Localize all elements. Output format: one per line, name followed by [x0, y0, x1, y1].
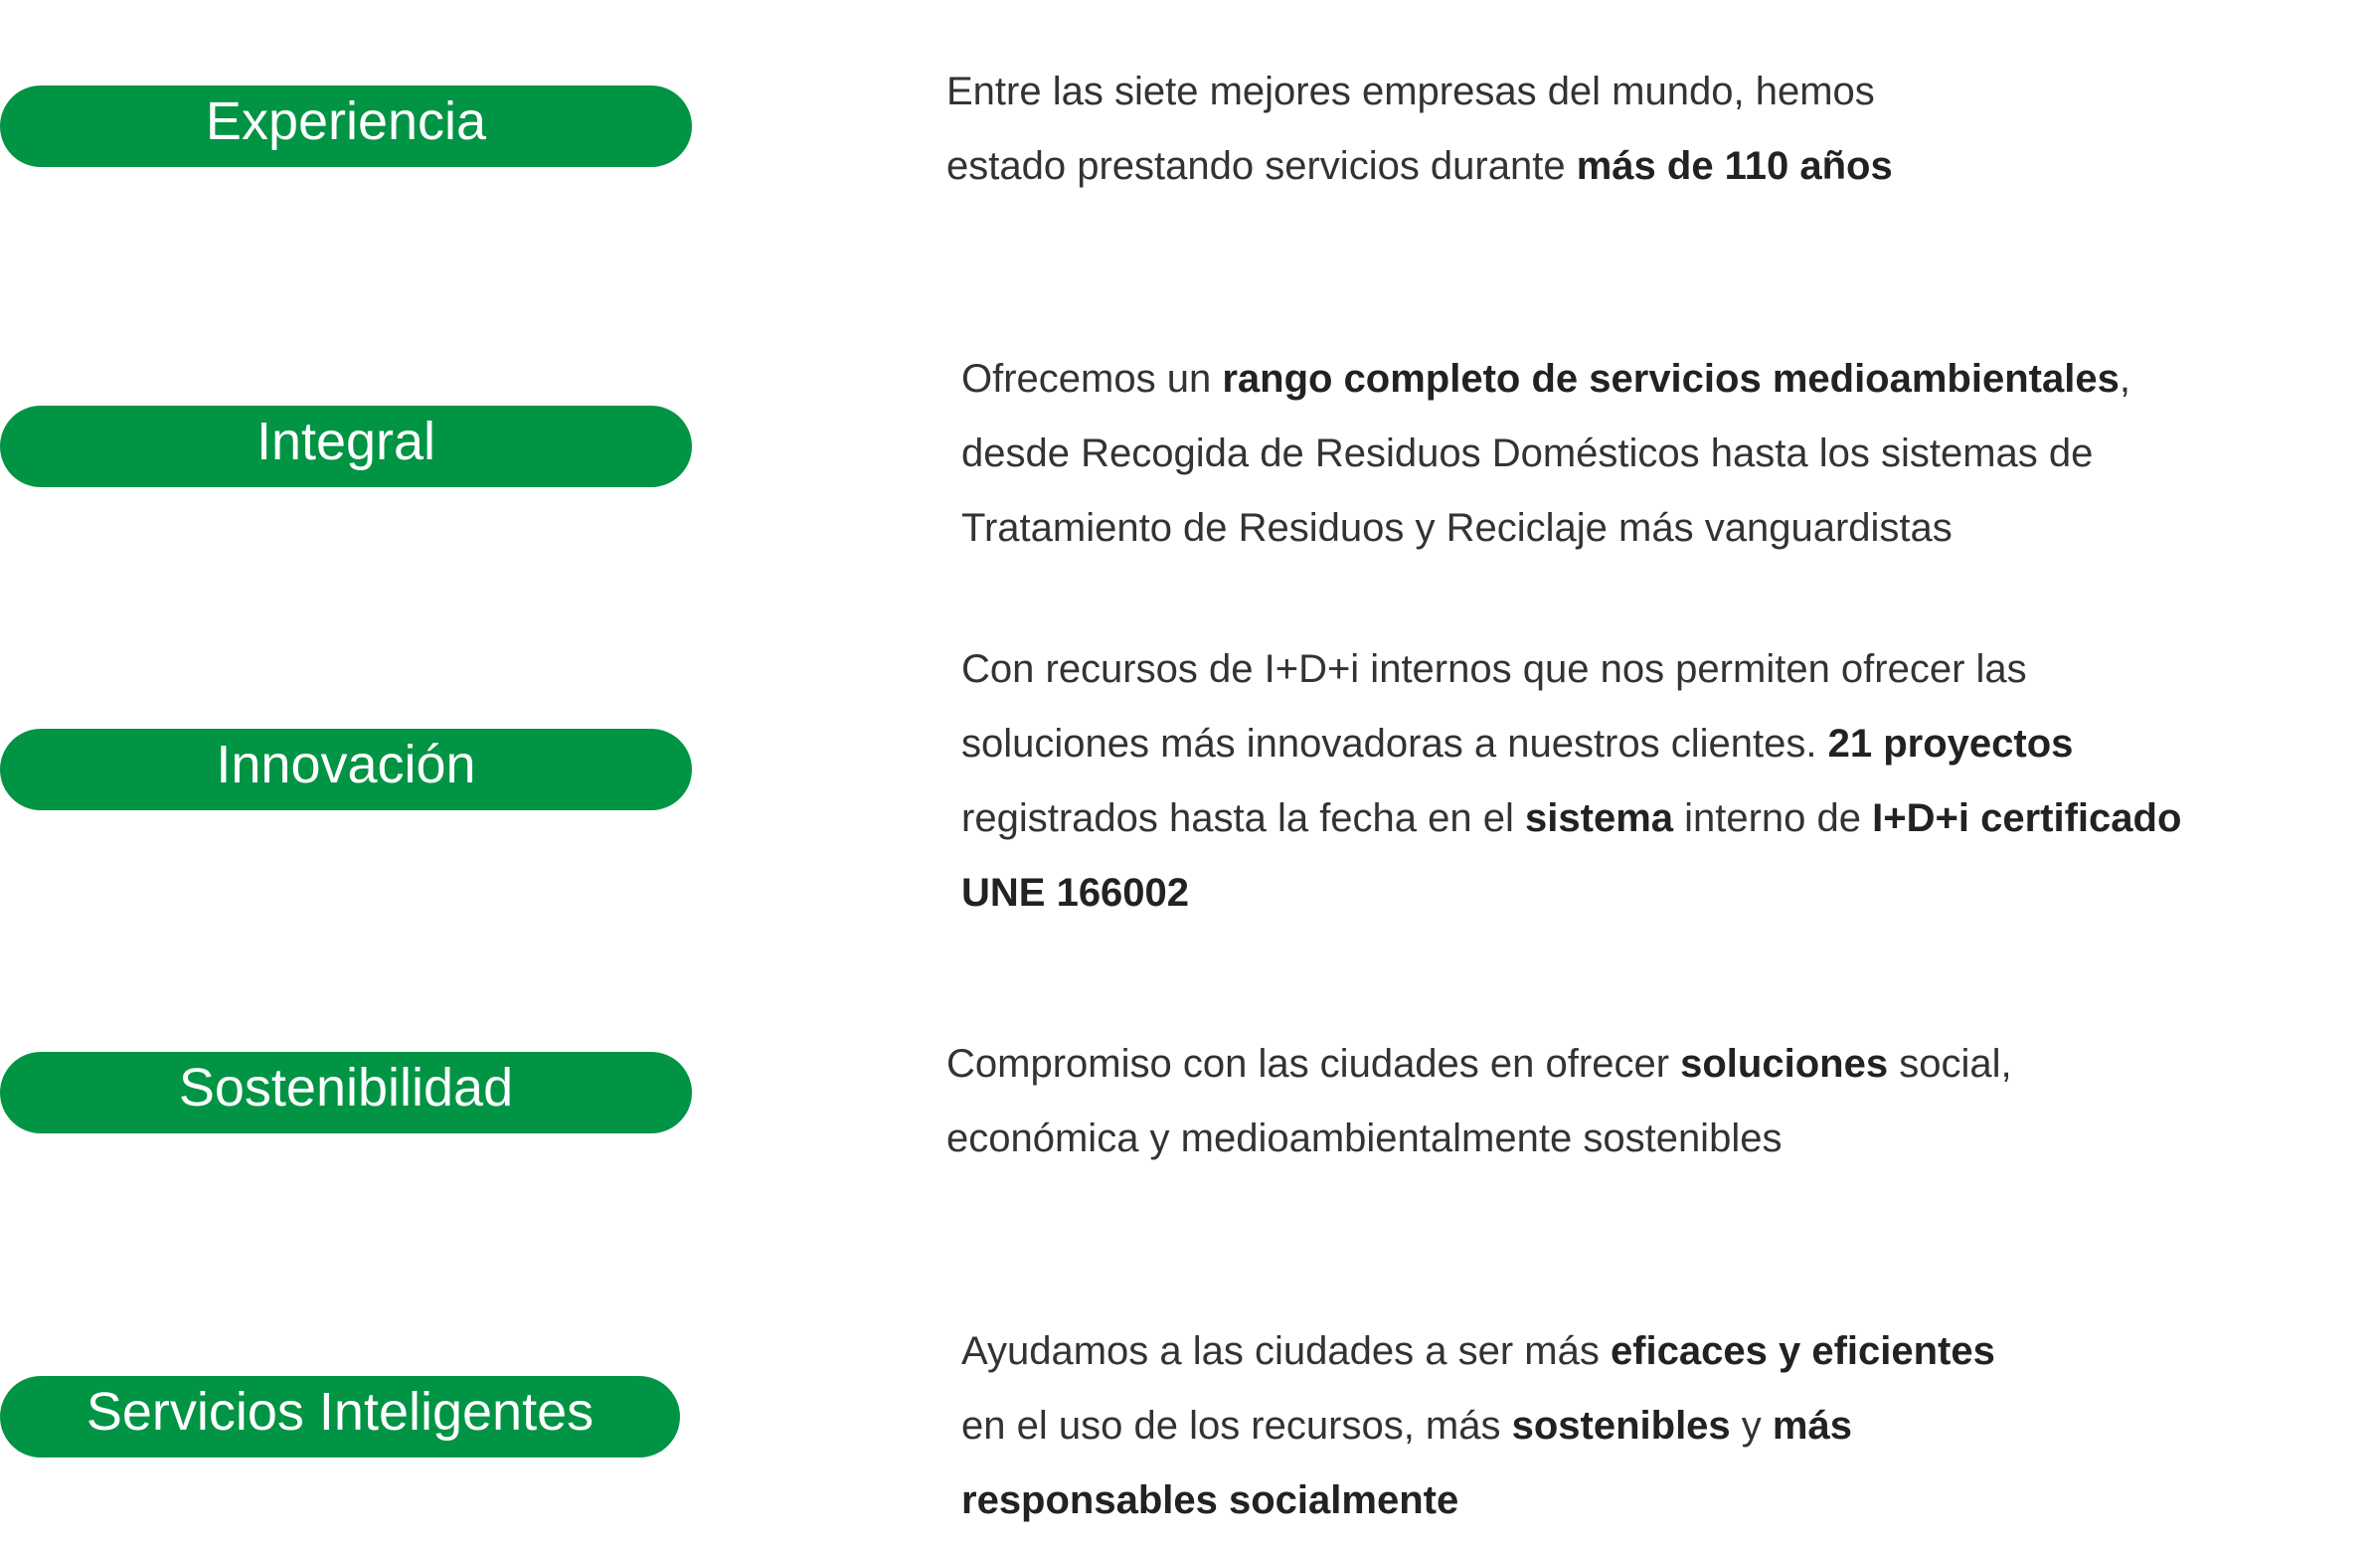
text-run: Entre las siete mejores empresas del mundo, hemos	[946, 70, 1875, 113]
text-run: registrados hasta la fecha en el	[961, 796, 1526, 840]
text-run: Compromiso con las ciudades en ofrecer	[946, 1042, 1681, 1086]
bold-text: eficaces y eficientes	[1610, 1329, 1995, 1373]
description-line	[961, 491, 2130, 566]
description-line	[961, 1314, 1995, 1389]
description-line	[961, 1389, 1995, 1463]
description-line	[961, 632, 2181, 707]
text-run: Ofrecemos un	[961, 357, 1223, 401]
description-line	[961, 781, 2181, 856]
text-run: interno de	[1673, 796, 1873, 840]
description-line	[946, 55, 1893, 129]
description-line	[961, 856, 2181, 931]
label-pill-innovacion: Innovación	[0, 729, 692, 810]
text-run: social,	[1888, 1042, 2012, 1086]
bold-text: soluciones	[1680, 1042, 1889, 1086]
description-line	[946, 1102, 2012, 1176]
label-pill-servicios-inteligentes: Servicios Inteligentes	[0, 1376, 680, 1458]
description-experiencia	[946, 55, 1893, 204]
description-line	[961, 1463, 1995, 1538]
description-line	[961, 417, 2130, 491]
bold-text: más de 110 años	[1576, 144, 1893, 188]
text-run: Ayudamos a las ciudades a ser más	[961, 1329, 1611, 1373]
label-pill-sostenibilidad: Sostenibilidad	[0, 1052, 692, 1133]
bold-text: rango completo de servicios medioambientales	[1222, 357, 2120, 401]
description-line	[946, 129, 1893, 204]
text-run: desde Recogida de Residuos Domésticos hasta los sistemas de	[961, 431, 2094, 475]
bold-text: 21 proyectos	[1827, 722, 2074, 766]
description-innovacion	[961, 632, 2181, 931]
text-run: Tratamiento de Residuos y Reciclaje más vanguardistas	[961, 506, 1953, 550]
bold-text: sostenibles	[1511, 1404, 1731, 1448]
label-pill-experiencia: Experiencia	[0, 86, 692, 167]
description-integral	[961, 342, 2130, 566]
text-run: económica y medioambientalmente sostenibles	[946, 1117, 1783, 1160]
text-run: y	[1730, 1404, 1773, 1448]
description-sostenibilidad	[946, 1027, 2012, 1176]
description-servicios-inteligentes	[961, 1314, 1995, 1538]
bold-text: UNE 166002	[961, 871, 1190, 915]
bold-text: I+D+i certificado	[1872, 796, 2182, 840]
description-line	[961, 342, 2130, 417]
bold-text: más	[1772, 1404, 1852, 1448]
label-pill-integral: Integral	[0, 406, 692, 487]
bold-text: responsables socialmente	[961, 1478, 1459, 1522]
description-line	[961, 707, 2181, 781]
text-run: ,	[2119, 357, 2130, 401]
text-run: Con recursos de I+D+i internos que nos permiten ofrecer las	[961, 647, 2027, 691]
bold-text: sistema	[1525, 796, 1673, 840]
text-run: en el uso de los recursos, más	[961, 1404, 1512, 1448]
description-line	[946, 1027, 2012, 1102]
text-run: soluciones más innovadoras a nuestros clientes.	[961, 722, 1828, 766]
text-run: estado prestando servicios durante	[946, 144, 1577, 188]
